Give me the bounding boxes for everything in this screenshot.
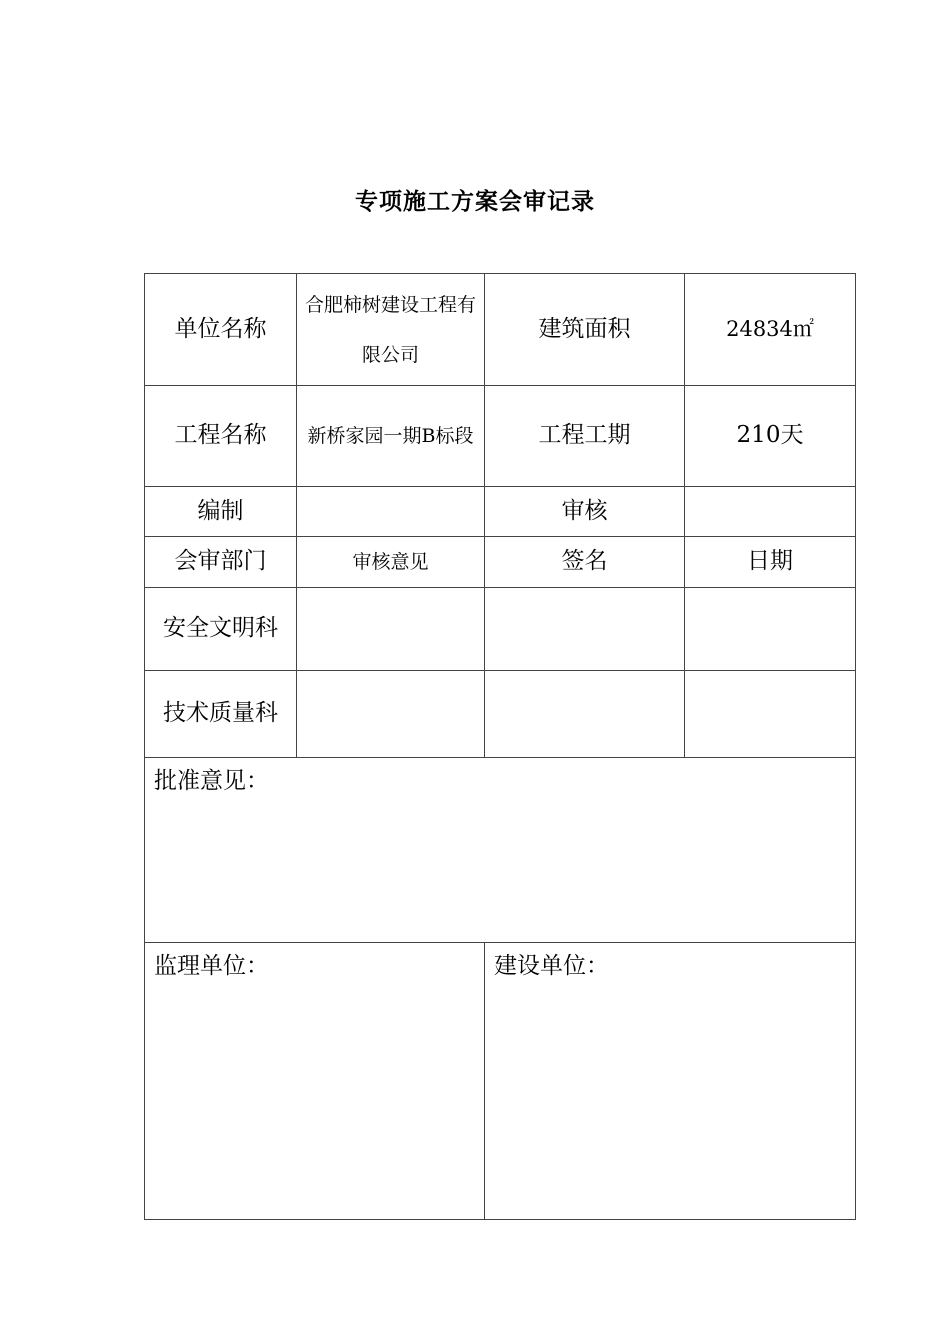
project-duration-label: 工程工期: [485, 386, 685, 487]
table-row: [145, 671, 856, 758]
project-name-label: 工程名称: [145, 386, 297, 487]
building-area-label: 建筑面积: [485, 274, 685, 386]
table-row: [145, 588, 856, 671]
header-signature: 签名: [485, 537, 685, 588]
approval-opinion-label: 批准意见：: [145, 758, 856, 943]
table-row: [145, 537, 856, 588]
audit-value: [685, 487, 856, 537]
dept-tech-date-cell: [685, 671, 856, 758]
header-opinion: 审核意见: [297, 537, 485, 588]
project-duration-value: 210天: [685, 386, 856, 487]
dept-safety: 安全文明科: [145, 588, 297, 671]
table-row: [145, 487, 856, 537]
building-area-value: 24834㎡: [685, 274, 856, 386]
table-row: [145, 274, 856, 386]
table-row: [145, 386, 856, 487]
header-date: 日期: [685, 537, 856, 588]
table-row: [145, 943, 856, 1220]
review-record-table: [144, 273, 856, 1220]
dept-tech-quality: 技术质量科: [145, 671, 297, 758]
supervisor-unit-label: 监理单位：: [145, 943, 485, 1220]
table-row: [145, 758, 856, 943]
dept-safety-date-cell: [685, 588, 856, 671]
builder-unit-label: 建设单位：: [485, 943, 856, 1220]
header-dept: 会审部门: [145, 537, 297, 588]
compiled-label: 编制: [145, 487, 297, 537]
unit-name-label: 单位名称: [145, 274, 297, 386]
dept-tech-signature-cell: [485, 671, 685, 758]
audit-label: 审核: [485, 487, 685, 537]
compiled-value: [297, 487, 485, 537]
project-name-value: 新桥家园一期B标段: [297, 386, 485, 487]
unit-name-value: 合肥柿树建设工程有限公司: [297, 274, 485, 386]
dept-safety-opinion-cell: [297, 588, 485, 671]
document-title: 专项施工方案会审记录: [355, 188, 595, 215]
dept-tech-opinion-cell: [297, 671, 485, 758]
dept-safety-signature-cell: [485, 588, 685, 671]
